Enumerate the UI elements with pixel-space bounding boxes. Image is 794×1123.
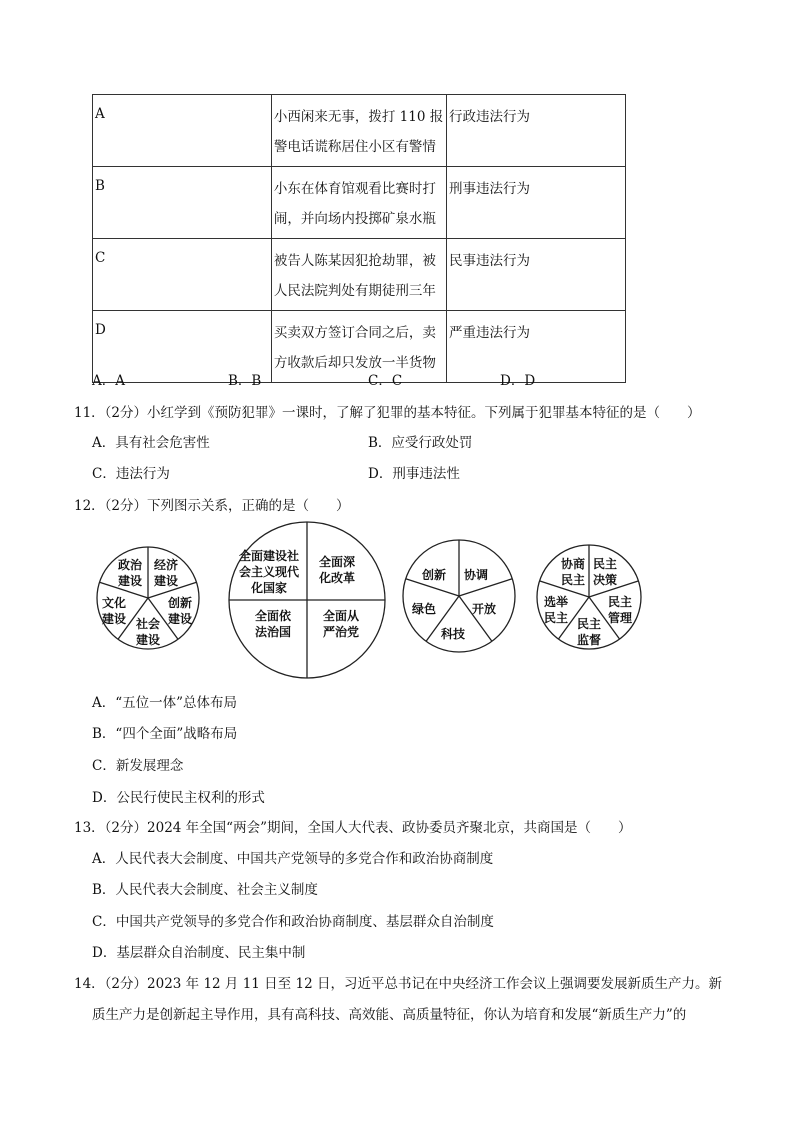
segment-label-election: 选举 [543, 595, 569, 609]
q13-option-a[interactable]: A．人民代表大会制度、中国共产党领导的多党合作和政治协商制度 [92, 851, 494, 867]
segment-label-economy: 经济 [153, 558, 179, 572]
case-line: 人民法院判处有期徒刑三年 [273, 283, 436, 299]
behavior-type: 行政违法行为 [447, 95, 626, 167]
diagram-five-in-one [92, 544, 204, 656]
table-row [93, 167, 626, 239]
case-description [271, 311, 446, 383]
segment-label-management: 民主 [607, 595, 633, 609]
q10-option-a[interactable]: A．A [92, 373, 125, 389]
segment-label-modern-state-2: 会主义现代 [238, 565, 300, 579]
q13-option-b[interactable]: B．人民代表大会制度、社会主义制度 [92, 882, 318, 898]
row-label: B [93, 167, 272, 239]
q13-option-d[interactable]: D．基层群众自治制度、民主集中制 [92, 945, 306, 961]
case-line: 小西闲来无事，拨打 110 报 [273, 109, 444, 125]
q11-option-c[interactable]: C．违法行为 [92, 466, 170, 482]
segment-label-rule-of-law-2: 法治国 [254, 625, 292, 639]
diagram-new-development [398, 537, 520, 659]
behavior-type: 严重违法行为 [447, 311, 626, 383]
segment-label-consultative-2: 民主 [560, 573, 586, 587]
q10-option-d[interactable]: D．D [500, 373, 536, 389]
q10-option-c[interactable]: C．C [368, 373, 403, 389]
table-row [93, 239, 626, 311]
row-label: C [93, 239, 272, 311]
q13-option-c[interactable]: C．中国共产党领导的多党合作和政治协商制度、基层群众自治制度 [92, 914, 494, 930]
segment-label-coordination: 协调 [463, 568, 489, 582]
segment-label-innovation: 创新 [421, 568, 447, 582]
segment-label-politics: 政治 [117, 558, 143, 572]
behavior-type: 民事违法行为 [447, 239, 626, 311]
q13-stem: 13．（2分）2024 年全国“两会”期间，全国人大代表、政协委员齐聚北京，共商国是（ ） [74, 820, 632, 836]
table-row [93, 311, 626, 383]
segment-label-technology: 科技 [440, 627, 466, 641]
q12-option-b[interactable]: B．“四个全面”战略布局 [92, 726, 238, 742]
segment-label-consultative: 协商 [560, 557, 586, 571]
segment-label-culture-2: 建设 [101, 612, 127, 626]
segment-label-openness: 开放 [471, 602, 497, 616]
diagram-democratic-rights [533, 542, 645, 656]
q12-option-d[interactable]: D．公民行使民主权利的形式 [92, 790, 265, 806]
segment-label-supervision-2: 监督 [576, 633, 602, 647]
segment-label-decision-2: 决策 [592, 573, 618, 587]
segment-label-party: 全面从 [322, 609, 360, 623]
segment-label-supervision: 民主 [576, 617, 602, 631]
case-line: 小东在体育馆观看比赛时打 [273, 181, 436, 197]
behavior-type: 刑事违法行为 [447, 167, 626, 239]
q14-stem-line1: 14．（2分）2023 年 12 月 11 日至 12 日，习近平总书记在中央经济工作会议上强调要发展新质生产力。新 [74, 976, 722, 992]
segment-label-innovation-2: 建设 [167, 612, 193, 626]
case-line: 方收款后却只发放一半货物 [273, 355, 436, 371]
q12-option-c[interactable]: C．新发展理念 [92, 758, 184, 774]
segment-label-reform: 全面深 [318, 555, 356, 569]
case-description [271, 95, 446, 167]
case-line: 被告人陈某因犯抢劫罪，被 [273, 253, 436, 269]
segment-label-modern-state: 全面建设社 [238, 549, 300, 563]
segment-label-culture: 文化 [101, 596, 127, 610]
table-row [93, 95, 626, 167]
q11-option-b[interactable]: B．应受行政处罚 [368, 435, 473, 451]
segment-label-decision: 民主 [592, 557, 618, 571]
segment-label-modern-state-3: 化国家 [250, 581, 288, 595]
segment-label-green: 绿色 [411, 602, 437, 616]
segment-label-society: 社会 [135, 617, 161, 631]
case-description [271, 167, 446, 239]
q11-stem: 11．（2分）小红学到《预防犯罪》一课时，了解了犯罪的基本特征。下列属于犯罪基本特征的是（ ） [74, 405, 701, 421]
behavior-classification-table [92, 94, 626, 383]
case-line: 买卖双方签订合同之后，卖 [273, 325, 436, 341]
segment-label-politics-2: 建设 [117, 574, 143, 588]
case-line: 闹，并向场内投掷矿泉水瓶 [273, 211, 436, 227]
row-label: A [93, 95, 272, 167]
case-line: 警电话谎称居住小区有警情 [273, 139, 436, 155]
q12-option-a[interactable]: A．“五位一体”总体布局 [92, 695, 238, 711]
segment-label-reform-2: 化改革 [318, 571, 356, 585]
q12-stem: 12．（2分）下列图示关系，正确的是（ ） [74, 498, 350, 514]
q10-option-b[interactable]: B．B [228, 373, 262, 389]
diagram-four-comprehensives [225, 520, 389, 684]
q11-option-a[interactable]: A．具有社会危害性 [92, 435, 210, 451]
segment-label-election-2: 民主 [543, 611, 569, 625]
row-label: D [93, 311, 272, 383]
segment-label-innovation: 创新 [167, 596, 193, 610]
q14-stem-line2: 质生产力是创新起主导作用，具有高科技、高效能、高质量特征，你认为培育和发展“新质生产力”的 [92, 1007, 687, 1023]
segment-label-economy-2: 建设 [153, 574, 179, 588]
q11-option-d[interactable]: D．刑事违法性 [368, 466, 460, 482]
segment-label-management-2: 管理 [607, 611, 633, 625]
segment-label-society-2: 建设 [135, 633, 161, 647]
case-description [271, 239, 446, 311]
segment-label-rule-of-law: 全面依 [254, 609, 292, 623]
segment-label-party-2: 严治党 [322, 625, 360, 639]
